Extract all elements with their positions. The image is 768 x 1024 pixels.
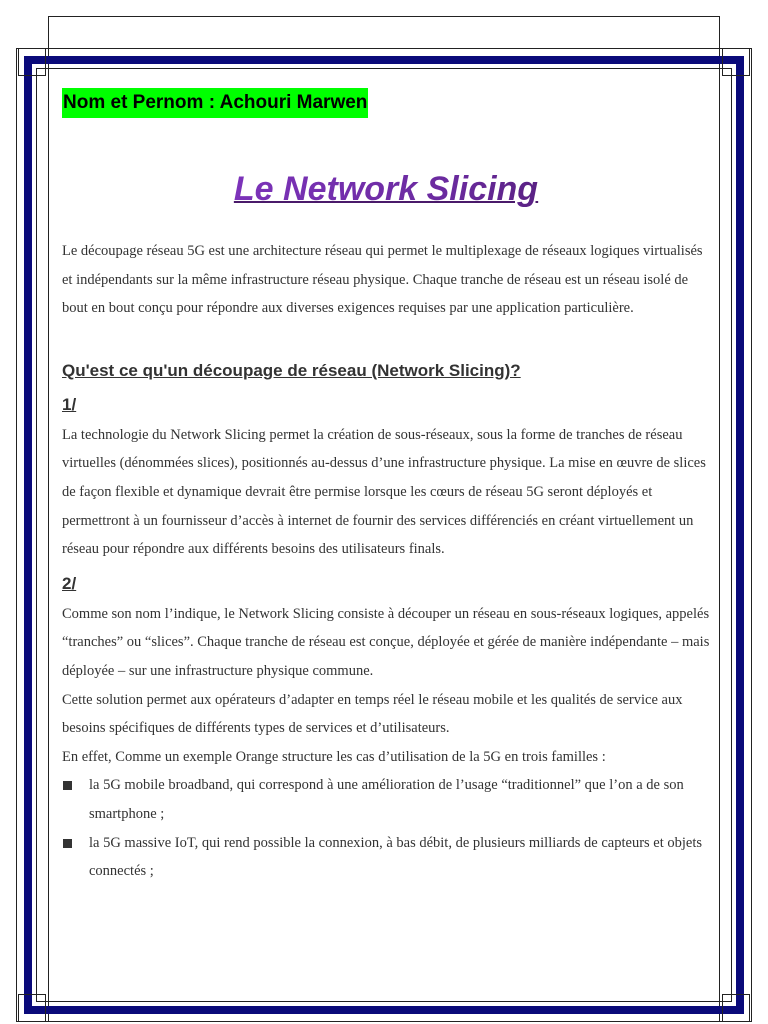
section-1-heading: 1/	[62, 394, 77, 414]
border-corner-bottom-left	[18, 994, 46, 1022]
section-2-paragraph-3: En effet, Comme un exemple Orange structure les cas d’utilisation de la 5G en trois familles :	[62, 748, 606, 765]
author-name-label: Nom et Pernom : Achouri Marwen	[62, 88, 368, 118]
section-2	[62, 570, 710, 886]
section-1	[62, 391, 710, 564]
list-item-text: la 5G massive IoT, qui rend possible la connexion, à bas débit, de plusieurs milliards de capteurs et objets connectés ;	[89, 834, 703, 880]
section-1-paragraph: La technologie du Network Slicing permet la création de sous-réseaux, sous la forme de tranches de réseau virtuelles (dénommées slices), positionnés au-dessus d’une infrastructure physique. La mise en œuvre de slices de façon flexible et dynamique devrait être permise lorsque les cœurs de réseau 5G seront déployés et permettront à un fournisseur d’accès à internet de fournir des services différenciés en créant virtuellement un réseau pour répondre aux différents besoins des utilisateurs finals.	[62, 426, 706, 558]
border-corner-bottom-right	[722, 994, 750, 1022]
section-2-paragraph-1: Comme son nom l’indique, le Network Slicing consiste à découper un réseau en sous-réseaux logiques, appelés “tranches” ou “slices”. Chaque tranche de réseau est conçue, déployée et gérée de manière indépendante – mais déployée – sur une infrastructure physique commune.	[62, 605, 710, 679]
section-2-paragraph-2: Cette solution permet aux opérateurs d’adapter en temps réel le réseau mobile et les qualités de service aux besoins spécifiques de différents types de services et d’utilisateurs.	[62, 691, 683, 737]
question-heading: Qu'est ce qu'un découpage de réseau (Network Slicing)?	[62, 360, 521, 380]
list-item-text: la 5G mobile broadband, qui correspond à une amélioration de l’usage “traditionnel” que l’on a de son smartphone ;	[89, 777, 684, 822]
use-case-list	[62, 771, 710, 885]
document-body	[62, 88, 710, 888]
document-title: Le Network Slicing	[62, 170, 710, 209]
square-bullet-icon	[63, 781, 72, 790]
list-item	[62, 771, 710, 828]
border-corner-top-right	[722, 48, 750, 76]
intro-paragraph: Le découpage réseau 5G est une architecture réseau qui permet le multiplexage de réseaux logiques virtualisés et indépendants sur la même infrastructure réseau physique. Chaque tranche de réseau est un réseau isolé de bout en bout conçu pour répondre aux diverses exigences requises par une application particulière.	[62, 243, 703, 317]
border-corner-top-left	[18, 48, 46, 76]
square-bullet-icon	[63, 839, 72, 848]
section-2-heading: 2/	[62, 573, 77, 593]
list-item	[62, 829, 710, 886]
